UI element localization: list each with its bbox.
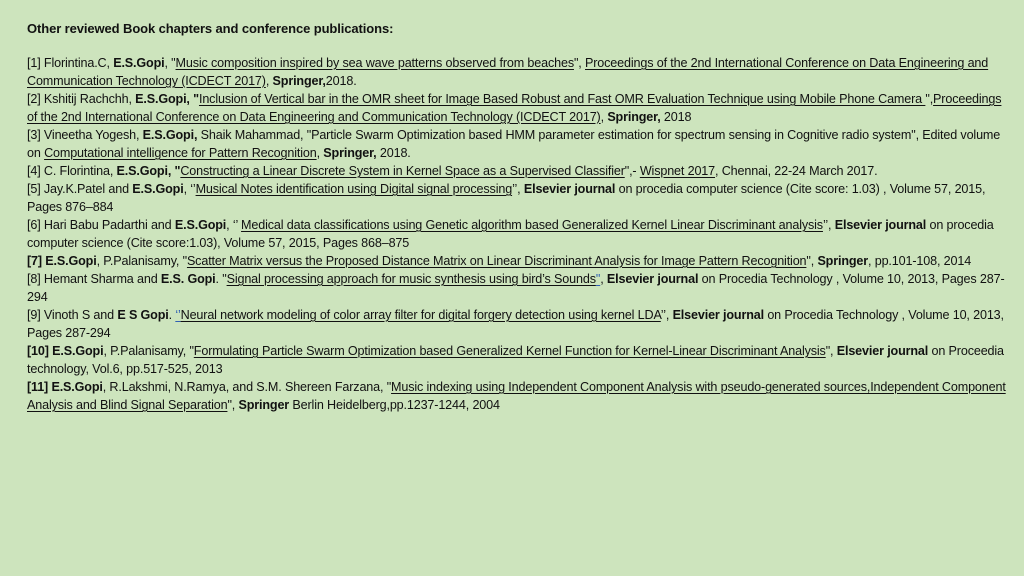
ref-title-link[interactable]: Musical Notes identification using Digital signal processing <box>195 182 513 196</box>
page-title: Other reviewed Book chapters and conference publications: <box>27 21 394 36</box>
reference-item-5 <box>27 180 1006 216</box>
ref-publisher: Elsevier journal <box>672 308 764 322</box>
reference-item-9 <box>27 306 1006 342</box>
ref-author: E.S.Gopi <box>52 344 104 358</box>
reference-item-8 <box>27 270 1006 306</box>
ref-text: ", <box>227 398 239 412</box>
ref-title-link[interactable]: Inclusion of Vertical bar in the OMR sheet for Image Based Robust and Fast OMR Evaluation Technique using Mobile Phone Camera <box>198 92 926 106</box>
ref-publisher: Elsevier journal <box>606 272 699 286</box>
ref-venue-link[interactable]: Proceedings of the 2nd International Conference on Data Engineering and Communication Technology (ICDECT 2017) <box>27 56 989 88</box>
ref-text: , ‘’ <box>183 182 196 196</box>
ref-publisher: Springer, <box>323 146 377 160</box>
ref-title-link[interactable]: Signal processing approach for music synthesis using bird’s Sounds <box>226 272 596 286</box>
ref-text: , P.Palanisamy, " <box>96 254 187 268</box>
ref-text: ",- <box>624 164 640 178</box>
ref-text: ", <box>925 92 934 106</box>
ref-text: ’’, <box>660 308 673 322</box>
ref-text: 2018. <box>376 146 411 160</box>
ref-text: [9] Vinoth S and <box>27 308 118 322</box>
reference-item-11 <box>27 378 1006 414</box>
reference-item-2 <box>27 90 1006 126</box>
ref-venue-link[interactable]: Proceedings of the 2nd International Conference on Data Engineering and Communication Technology (ICDECT 2017) <box>27 92 1002 124</box>
ref-text: on Proceedia technology, Vol.6, pp.517-525, 2013 <box>27 344 1004 376</box>
ref-title-link[interactable]: Scatter Matrix versus the Proposed Distance Matrix on Linear Discriminant Analysis for Image Pattern Recognition <box>186 254 807 268</box>
ref-text: , <box>600 272 607 286</box>
ref-text: , <box>265 74 273 88</box>
ref-title-link[interactable]: Formulating Particle Swarm Optimization based Generalized Kernel Function for Kernel-Linear Discriminant Analysis <box>193 344 826 358</box>
ref-text: , <box>316 146 324 160</box>
ref-text: Berlin Heidelberg,pp.1237-1244, 2004 <box>289 398 500 412</box>
ref-text: on Procedia Technology , Volume 10, 2013, Pages 287-294 <box>27 272 1005 304</box>
ref-title-link[interactable]: Medical data classifications using Genetic algorithm based Generalized Kernel Linear Discriminant analysis <box>241 218 823 232</box>
ref-publisher: Elsevier journal <box>523 182 616 196</box>
ref-number: [7] <box>27 254 46 268</box>
ref-author: E.S.Gopi, " <box>135 92 199 106</box>
ref-text: . " <box>215 272 227 286</box>
ref-text: ", <box>825 344 837 358</box>
ref-author: E S Gopi <box>117 308 169 322</box>
ref-publisher: Springer, <box>272 74 326 88</box>
ref-number: [10] <box>27 344 53 358</box>
ref-author: E.S.Gopi <box>51 380 103 394</box>
ref-text: [6] Hari Babu Padarthi and <box>27 218 175 232</box>
ref-text: on Procedia Technology , Volume 10, 2013, Pages 287-294 <box>27 308 1004 340</box>
ref-text: [8] Hemant Sharma and <box>27 272 161 286</box>
ref-text: , P.Palanisamy, " <box>103 344 194 358</box>
ref-author: E.S.Gopi, <box>142 128 198 142</box>
ref-publisher: Elsevier journal <box>834 218 927 232</box>
ref-text: 2018. <box>325 74 357 88</box>
ref-venue-link[interactable]: Wispnet 2017 <box>639 164 716 178</box>
ref-text: on procedia computer science (Cite score: 1.03) , Volume 57, 2015, Pages 876–884 <box>27 182 986 214</box>
ref-text: ", <box>573 56 585 70</box>
ref-author: E.S.Gopi <box>132 182 184 196</box>
ref-publisher: Springer <box>238 398 290 412</box>
ref-text: , R.Lakshmi, N.Ramya, and S.M. Shereen Farzana, " <box>102 380 392 394</box>
ref-text: 2018 <box>660 110 692 124</box>
ref-publisher: Springer <box>817 254 869 268</box>
reference-item-1 <box>27 54 1006 90</box>
ref-text: , Chennai, 22-24 March 2017. <box>715 164 878 178</box>
reference-item-4 <box>27 162 1006 180</box>
ref-title-link[interactable]: Constructing a Linear Discrete System in Kernel Space as a Supervised Classifier <box>180 164 625 178</box>
ref-author: E.S.Gopi <box>113 56 165 70</box>
ref-text: [2] Kshitij Rachchh, <box>27 92 136 106</box>
ref-title-link[interactable]: Neural network modeling of color array filter for digital forgery detection using kernel LDA <box>180 308 661 322</box>
ref-text: [1] Florintina.C, <box>27 56 114 70</box>
ref-text: Shaik Mahammad, "Particle Swarm Optimization based HMM parameter estimation for spectrum sensing in Cognitive radio system", Edited volume on <box>27 128 1001 160</box>
ref-author: E.S.Gopi <box>45 254 97 268</box>
reference-item-3 <box>27 126 1006 162</box>
ref-author: E.S.Gopi <box>174 218 227 232</box>
ref-title-link[interactable]: Music indexing using Independent Component Analysis with pseudo-generated sources,Independent Component Analysis and Blind Signal Separation <box>27 380 1006 412</box>
ref-text: [3] Vineetha Yogesh, <box>27 128 143 142</box>
ref-text: [5] Jay.K.Patel and <box>27 182 133 196</box>
ref-text: ’’, <box>512 182 524 196</box>
ref-quote-mark: ‘’ <box>175 308 181 322</box>
ref-publisher: Springer, <box>607 110 661 124</box>
ref-text: , " <box>164 56 176 70</box>
ref-text: [4] C. Florintina, <box>27 164 117 178</box>
ref-text: . <box>168 308 176 322</box>
ref-publisher: Elsevier journal <box>836 344 929 358</box>
ref-number: [11] <box>27 380 52 394</box>
ref-text: , pp.101-108, 2014 <box>868 254 972 268</box>
reference-item-7 <box>27 252 1006 270</box>
ref-text: ’’, <box>822 218 835 232</box>
ref-text: on procedia computer science (Cite score:1.03), Volume 57, 2015, Pages 868–875 <box>27 218 994 250</box>
ref-venue-link[interactable]: Computational intelligence for Pattern Recognition <box>44 146 317 160</box>
ref-text: ", <box>806 254 818 268</box>
ref-author: E.S.Gopi, " <box>116 164 181 178</box>
reference-item-6 <box>27 216 1006 252</box>
ref-text: , <box>600 110 608 124</box>
reference-list <box>27 54 1006 414</box>
ref-author: E.S. Gopi <box>160 272 216 286</box>
ref-text: , ‘’ <box>226 218 242 232</box>
ref-quote-mark: " <box>595 272 601 286</box>
reference-item-10 <box>27 342 1006 378</box>
ref-title-link[interactable]: Music composition inspired by sea wave patterns observed from beaches <box>175 56 574 70</box>
